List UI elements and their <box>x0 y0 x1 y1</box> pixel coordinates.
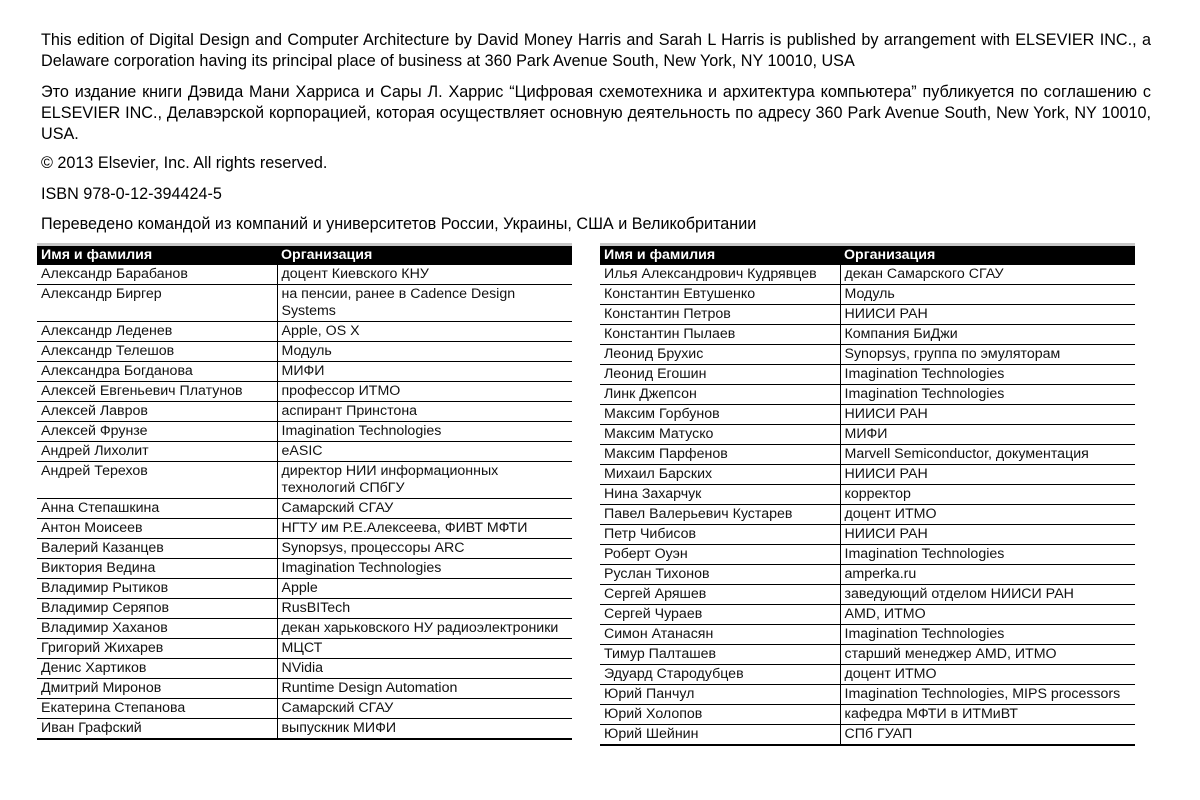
table-row <box>600 545 1135 565</box>
translator-organization: профессор ИТМО <box>277 382 572 402</box>
translator-name: Дмитрий Миронов <box>37 679 277 699</box>
translator-name: Алексей Фрунзе <box>37 422 277 442</box>
translator-name: Александр Биргер <box>37 285 277 322</box>
translator-organization: Imagination Technologies <box>840 385 1135 405</box>
table-header-row <box>600 246 1135 265</box>
table-row <box>37 519 572 539</box>
translator-organization: доцент ИТМО <box>840 665 1135 685</box>
table-row <box>600 645 1135 665</box>
table-row <box>600 265 1135 285</box>
translator-name: Андрей Лихолит <box>37 442 277 462</box>
translator-organization: СПб ГУАП <box>840 725 1135 746</box>
table-row <box>600 445 1135 465</box>
table-row <box>600 725 1135 746</box>
publisher-notice-russian: Это издание книги Дэвида Мани Харриса и Сары Л. Харрис “Цифровая схемотехника и архитектура компьютера” публикуется по соглашению с ELSEVIER INC., Делавэрской корпорацией, которая осуществляет основную деятельность по адресу 360 Park Avenue South, New York, NY 10010, USA. <box>41 83 1151 143</box>
translator-organization: RusBITech <box>277 599 572 619</box>
table-row <box>37 322 572 342</box>
translator-name: Симон Атанасян <box>600 625 840 645</box>
translation-team-intro: Переведено командой из компаний и университетов России, Украины, США и Великобритании <box>41 215 757 233</box>
table-row <box>600 425 1135 445</box>
copyright-line: © 2013 Elsevier, Inc. All rights reserved. <box>41 154 328 172</box>
translator-organization: Imagination Technologies <box>840 365 1135 385</box>
translator-organization: выпускник МИФИ <box>277 719 572 740</box>
translator-name: Петр Чибисов <box>600 525 840 545</box>
translator-name: Леонид Егошин <box>600 365 840 385</box>
table-row <box>37 285 572 322</box>
table-row <box>37 539 572 559</box>
translator-organization: корректор <box>840 485 1135 505</box>
table-row <box>37 402 572 422</box>
translator-name: Валерий Казанцев <box>37 539 277 559</box>
translator-organization: Модуль <box>840 285 1135 305</box>
translator-name: Анна Степашкина <box>37 499 277 519</box>
translator-organization: eASIC <box>277 442 572 462</box>
translator-name: Александр Барабанов <box>37 265 277 285</box>
translator-organization: декан Самарского СГАУ <box>840 265 1135 285</box>
translator-organization: Apple, OS X <box>277 322 572 342</box>
translator-organization: Synopsys, группа по эмуляторам <box>840 345 1135 365</box>
table-row <box>600 325 1135 345</box>
translator-name: Владимир Хаханов <box>37 619 277 639</box>
translator-name: Максим Матуско <box>600 425 840 445</box>
table-row <box>37 579 572 599</box>
translator-name: Константин Пылаев <box>600 325 840 345</box>
translator-organization: МИФИ <box>277 362 572 382</box>
translator-name: Михаил Барских <box>600 465 840 485</box>
column-header-name: Имя и фамилия <box>600 246 840 265</box>
translators-table-right <box>600 243 1135 746</box>
column-header-name: Имя и фамилия <box>37 246 277 265</box>
translator-organization: Marvell Semiconductor, документация <box>840 445 1135 465</box>
translator-name: Илья Александрович Кудрявцев <box>600 265 840 285</box>
translator-organization: старший менеджер AMD, ИТМО <box>840 645 1135 665</box>
table-row <box>37 499 572 519</box>
translator-name: Руслан Тихонов <box>600 565 840 585</box>
table-row <box>37 265 572 285</box>
translator-name: Роберт Оуэн <box>600 545 840 565</box>
translator-organization: Модуль <box>277 342 572 362</box>
translator-organization: доцент ИТМО <box>840 505 1135 525</box>
table-row <box>600 285 1135 305</box>
translator-name: Нина Захарчук <box>600 485 840 505</box>
table-row <box>37 342 572 362</box>
table-row <box>37 599 572 619</box>
translator-name: Иван Графский <box>37 719 277 740</box>
table-row <box>37 362 572 382</box>
table-row <box>600 365 1135 385</box>
translator-organization: Самарский СГАУ <box>277 699 572 719</box>
translator-organization: декан харьковского НУ радиоэлектроники <box>277 619 572 639</box>
translator-organization: amperka.ru <box>840 565 1135 585</box>
translators-table-left <box>37 243 572 740</box>
translator-name: Владимир Рытиков <box>37 579 277 599</box>
table-row <box>600 525 1135 545</box>
translator-organization: МЦСТ <box>277 639 572 659</box>
translator-name: Эдуард Стародубцев <box>600 665 840 685</box>
publisher-notice-english: This edition of Digital Design and Computer Architecture by David Money Harris and Sarah L Harris is published by arrangement with ELSEVIER INC., a Delaware corporation having its principal place of business at 360 Park Avenue South, New York, NY 10010, USA <box>41 31 1151 70</box>
table-row <box>37 422 572 442</box>
translator-name: Денис Хартиков <box>37 659 277 679</box>
translator-organization: НГТУ им Р.Е.Алексеева, ФИВТ МФТИ <box>277 519 572 539</box>
table-row <box>37 659 572 679</box>
translator-name: Юрий Шейнин <box>600 725 840 746</box>
translator-organization: Компания БиДжи <box>840 325 1135 345</box>
translator-name: Алексей Лавров <box>37 402 277 422</box>
table-row <box>37 679 572 699</box>
translator-name: Константин Петров <box>600 305 840 325</box>
translator-organization: Imagination Technologies <box>840 625 1135 645</box>
table-row <box>600 505 1135 525</box>
table-body <box>37 265 572 739</box>
translator-organization: НИИСИ РАН <box>840 305 1135 325</box>
translator-name: Павел Валерьевич Кустарев <box>600 505 840 525</box>
table-header-row <box>37 246 572 265</box>
translator-organization: заведующий отделом НИИСИ РАН <box>840 585 1135 605</box>
translator-name: Линк Джепсон <box>600 385 840 405</box>
table-row <box>37 559 572 579</box>
table-row <box>600 605 1135 625</box>
table-row <box>600 685 1135 705</box>
table-row <box>37 382 572 402</box>
table-body <box>600 265 1135 745</box>
table-row <box>600 705 1135 725</box>
translator-organization: AMD, ИТМО <box>840 605 1135 625</box>
table-row <box>600 565 1135 585</box>
translator-name: Максим Парфенов <box>600 445 840 465</box>
translator-organization: на пенсии, ранее в Cadence Design Systems <box>277 285 572 322</box>
translator-organization: Imagination Technologies, MIPS processors <box>840 685 1135 705</box>
table-row <box>600 625 1135 645</box>
table-row <box>600 665 1135 685</box>
table-row <box>600 345 1135 365</box>
translator-name: Антон Моисеев <box>37 519 277 539</box>
translator-name: Григорий Жихарев <box>37 639 277 659</box>
table-row <box>600 485 1135 505</box>
translator-name: Константин Евтушенко <box>600 285 840 305</box>
translator-organization: Runtime Design Automation <box>277 679 572 699</box>
translator-name: Андрей Терехов <box>37 462 277 499</box>
translator-organization: директор НИИ информационных технологий СПбГУ <box>277 462 572 499</box>
translator-organization: НИИСИ РАН <box>840 405 1135 425</box>
translator-organization: НИИСИ РАН <box>840 525 1135 545</box>
translator-organization: Imagination Technologies <box>840 545 1135 565</box>
table-row <box>37 719 572 740</box>
translator-name: Юрий Холопов <box>600 705 840 725</box>
translator-organization: Самарский СГАУ <box>277 499 572 519</box>
table-row <box>37 462 572 499</box>
translator-name: Тимур Палташев <box>600 645 840 665</box>
translator-organization: МИФИ <box>840 425 1135 445</box>
translator-name: Алексей Евгеньевич Платунов <box>37 382 277 402</box>
table-row <box>600 385 1135 405</box>
table-row <box>600 405 1135 425</box>
translator-organization: аспирант Принстона <box>277 402 572 422</box>
table-row <box>37 639 572 659</box>
table-row <box>600 585 1135 605</box>
translator-organization: Imagination Technologies <box>277 559 572 579</box>
translator-name: Сергей Аряшев <box>600 585 840 605</box>
column-header-organization: Организация <box>840 246 1135 265</box>
translator-name: Александра Богданова <box>37 362 277 382</box>
table-row <box>37 442 572 462</box>
table-row <box>37 699 572 719</box>
table-row <box>600 465 1135 485</box>
translator-organization: Synopsys, процессоры ARC <box>277 539 572 559</box>
translator-organization: кафедра МФТИ в ИТМиВТ <box>840 705 1135 725</box>
table-row <box>37 619 572 639</box>
translator-name: Екатерина Степанова <box>37 699 277 719</box>
translator-name: Максим Горбунов <box>600 405 840 425</box>
translator-name: Леонид Брухис <box>600 345 840 365</box>
translator-name: Владимир Серяпов <box>37 599 277 619</box>
translator-name: Юрий Панчул <box>600 685 840 705</box>
translator-organization: NVidia <box>277 659 572 679</box>
isbn-line: ISBN 978-0-12-394424-5 <box>41 185 222 203</box>
translator-name: Виктория Ведина <box>37 559 277 579</box>
translator-name: Александр Телешов <box>37 342 277 362</box>
translator-name: Сергей Чураев <box>600 605 840 625</box>
translator-organization: доцент Киевского КНУ <box>277 265 572 285</box>
translator-name: Александр Леденев <box>37 322 277 342</box>
translator-organization: Apple <box>277 579 572 599</box>
table-row <box>600 305 1135 325</box>
translator-organization: НИИСИ РАН <box>840 465 1135 485</box>
translator-organization: Imagination Technologies <box>277 422 572 442</box>
column-header-organization: Организация <box>277 246 572 265</box>
